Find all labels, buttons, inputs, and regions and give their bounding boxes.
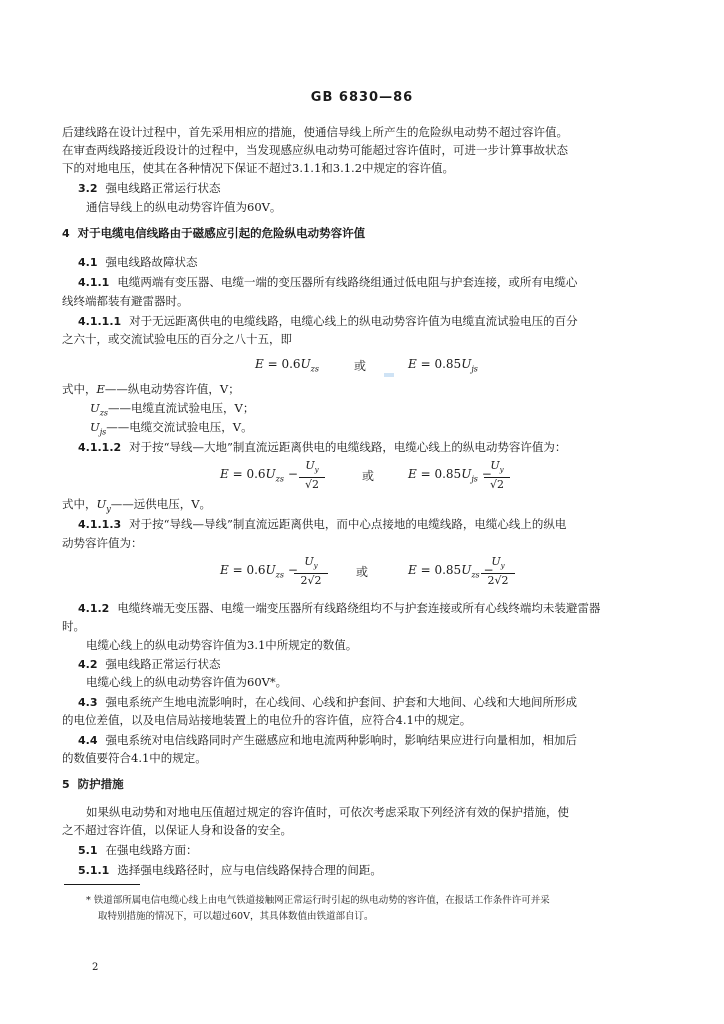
fraction-uy-sqrt2: $\frac{U_y}{√2}$ xyxy=(484,459,510,491)
para-line: 的电位差值，以及电信局站接地装置上的电位升的容许值，应符合4.1中的规定。 xyxy=(62,713,472,727)
para-text: 选择强电线路径时，应与电信线路保持合理的间距。 xyxy=(117,863,382,877)
para-line: 电缆心线上的纵电动势容许值为60V*。 xyxy=(86,675,288,689)
section-number: 4.1 xyxy=(78,256,98,269)
section-number: 4.1.1.1 xyxy=(78,315,122,328)
section-number: 5.1.1 xyxy=(78,864,110,877)
section-4-1-1-2 xyxy=(78,439,566,456)
or-label: 或 xyxy=(356,565,369,579)
section-number: 4.1.1.2 xyxy=(78,441,122,454)
section-4-4 xyxy=(78,732,577,749)
section-5-1-1 xyxy=(78,862,382,879)
para-text: 对于无远距离供电的电缆线路，电缆心线上的纵电动势容许值为电缆直流试验电压的百分 xyxy=(129,314,578,328)
definition-e: 式中，E——纵电动势容许值，V； xyxy=(62,382,240,396)
section-4-3 xyxy=(78,694,577,711)
section-number: 3.2 xyxy=(78,182,98,195)
section-5-heading xyxy=(62,776,124,793)
section-title: 强电线路正常运行状态 xyxy=(105,657,221,671)
para-line: 如果纵电动势和对地电压值超过规定的容许值时，可依次考虑采取下列经济有效的保护措施，使 xyxy=(86,805,569,819)
fraction-uy-2sqrt2: $\frac{U_y}{2√2}$ xyxy=(294,555,328,587)
para-text: 对于按“导线—导线”制直流远距离供电，而中心点接地的电缆线路，电缆心线上的纵电 xyxy=(129,517,567,531)
section-number: 4.1.1.3 xyxy=(78,518,122,531)
section-number: 4.3 xyxy=(78,696,98,709)
section-4-1-1-3 xyxy=(78,516,566,533)
scan-mark xyxy=(384,373,394,377)
para-line: 之不超过容许值，以保证人身和设备的安全。 xyxy=(62,823,292,837)
definition-uy: 式中，$U_y——$远供电压，V。 xyxy=(62,497,212,514)
section-title: 对于电缆电信线路由于磁感应引起的危险纵电动势容许值 xyxy=(77,226,366,240)
equation-e-ac-remote: $E = 0.85U_{js}$ − xyxy=(408,467,492,484)
para-line: 下的对地电压，使其在各种情况下保证不超过3.1.1和3.1.2中规定的容许值。 xyxy=(62,161,455,175)
section-5-1 xyxy=(78,842,198,859)
definition-ujs: $U_{js}——$电缆交流试验电压，V。 xyxy=(90,420,253,437)
para-text: 电缆终端无变压器、电缆一端变压器所有线路绕组均不与护套连接或所有心线终端均未装避雷器 xyxy=(117,601,601,615)
para-line: 通信导线上的纵电动势容许值为60V。 xyxy=(86,200,282,214)
section-number: 5.1 xyxy=(78,844,98,857)
standard-header: GB 6830—86 xyxy=(310,90,414,105)
footnote-line: * 铁道部所属电信电缆心线上由电气铁道接触网正常运行时引起的纵电动势的容许值，在报话工作条件许可并采 xyxy=(86,895,550,906)
equation-e-ac-wire: $E = 0.85U_{zs}$ − xyxy=(408,563,494,580)
para-line: 的数值要符合4.1中的规定。 xyxy=(62,751,207,765)
fraction-uy-2sqrt2: $\frac{U_y}{2√2}$ xyxy=(481,555,515,587)
para-line: 在审查两线路接近段设计的过程中，当发现感应纵电动势可能超过容许值时，可进一步计算事故状态 xyxy=(62,143,568,157)
para-line: 后建线路在设计过程中，首先采用相应的措施，使通信导线上所产生的危险纵电动势不超过容许值。 xyxy=(62,125,568,139)
para-text: 对于按“导线—大地”制直流远距离供电的电缆线路，电缆心线上的纵电动势容许值为： xyxy=(129,440,567,454)
fraction-uy-sqrt2: $\frac{U_y}{√2}$ xyxy=(299,459,325,491)
para-line: 动势容许值为： xyxy=(62,536,143,550)
section-4-1-1 xyxy=(78,274,577,291)
section-number: 4 xyxy=(62,227,70,240)
section-number: 4.1.2 xyxy=(78,602,110,615)
para-text: 电缆两端有变压器、电缆一端的变压器所有线路绕组通过低电阻与护套连接，或所有电缆心 xyxy=(117,275,578,289)
section-number: 5 xyxy=(62,778,70,791)
section-3-2 xyxy=(78,180,221,197)
or-label: 或 xyxy=(362,469,375,483)
section-4-2 xyxy=(78,656,221,673)
para-text: 强电系统产生地电流影响时，在心线间、心线和护套间、护套和大地间、心线和大地间所形成 xyxy=(105,695,577,709)
section-number: 4.4 xyxy=(78,734,98,747)
section-title: 防护措施 xyxy=(77,777,124,791)
para-line: 电缆心线上的纵电动势容许值为3.1中所规定的数值。 xyxy=(86,638,358,652)
definition-uzs: $U_{zs}——$电缆直流试验电压，V； xyxy=(90,401,255,418)
section-4-heading xyxy=(62,225,365,242)
or-label: 或 xyxy=(354,359,367,373)
section-4-1-2 xyxy=(78,600,600,617)
equation-e-ac: $E = 0.85U_{js}$ xyxy=(408,357,478,374)
section-number: 4.1.1 xyxy=(78,276,110,289)
section-number: 4.2 xyxy=(78,658,98,671)
footnote-divider xyxy=(64,884,140,885)
para-line: 之六十，或交流试验电压的百分之八十五，即 xyxy=(62,332,292,346)
section-4-1-1-1 xyxy=(78,313,578,330)
equation-e-dc-remote: $E = 0.6U_{zs}$ − xyxy=(220,467,298,484)
section-title: 强电线路正常运行状态 xyxy=(105,181,221,195)
equation-e-dc: $E = 0.6U_{zs}$ xyxy=(255,357,319,374)
para-line: 时。 xyxy=(62,619,85,633)
section-title: 强电线路故障状态 xyxy=(105,255,198,269)
footnote-line: 取特别措施的情况下，可以超过60V，其具体数值由铁道部自订。 xyxy=(98,911,374,922)
page-number: 2 xyxy=(92,962,99,973)
para-line: 线终端都装有避雷器时。 xyxy=(62,294,189,308)
section-title: 在强电线路方面： xyxy=(105,843,198,857)
section-4-1 xyxy=(78,254,198,271)
para-text: 强电系统对电信线路同时产生磁感应和地电流两种影响时，影响结果应进行向量相加，相加后 xyxy=(105,733,577,747)
equation-e-dc-wire: $E = 0.6U_{zs}$ − xyxy=(220,563,298,580)
